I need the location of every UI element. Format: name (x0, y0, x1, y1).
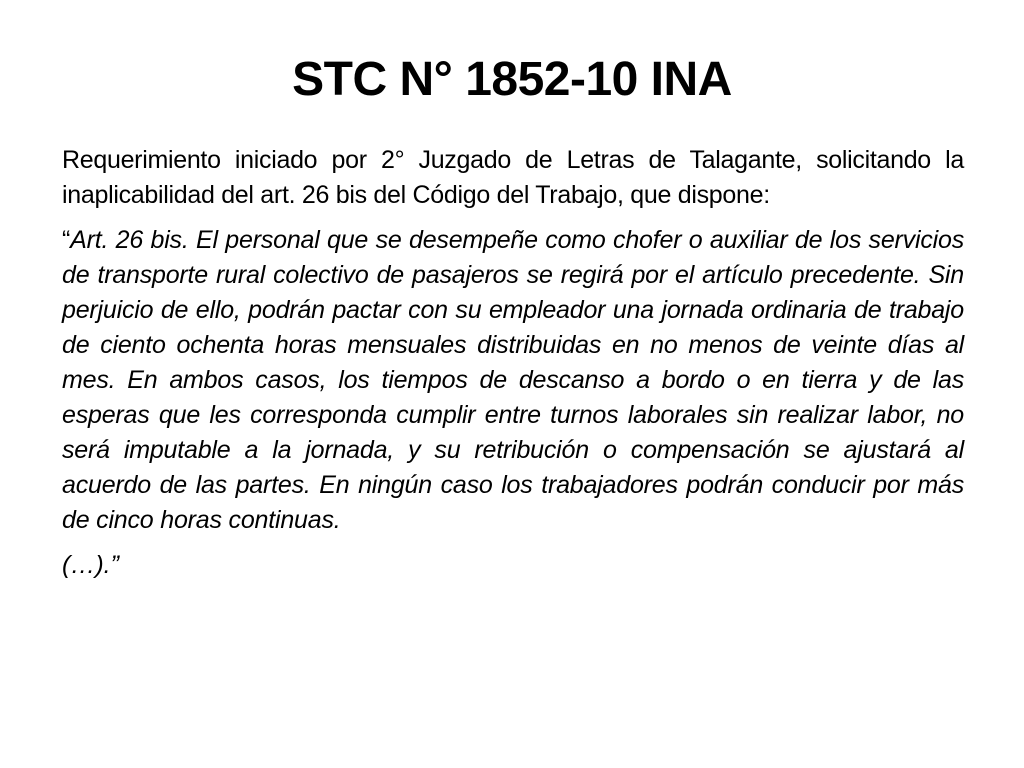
slide-title: STC N° 1852-10 INA (292, 53, 732, 106)
quoted-article-text: Art. 26 bis. El personal que se desempeñe como chofer o auxiliar de los servicios de transporte rural colectivo de pasajeros se regirá por el artículo precedente. Sin perjuicio de ello, podrán pactar con su empleador una jornada ordinaria de trabajo de ciento ochenta horas mensuales distribuidas en no menos de veinte días al mes. En ambos casos, los tiempos de descanso a bordo o en tierra y de las esperas que les corresponda cumplir entre turnos laborales sin realizar labor, no será imputable a la jornada, y su retribución o compensación se ajustará al acuerdo de las partes. En ningún caso los trabajadores podrán conducir por más de cinco horas continuas. (62, 226, 964, 534)
opening-quote-mark: “ (62, 226, 71, 254)
slide-body (62, 143, 964, 583)
quoted-article-paragraph (62, 223, 964, 538)
intro-paragraph: Requerimiento iniciado por 2° Juzgado de Letras de Talagante, solicitando la inaplicabilidad del art. 26 bis del Código del Trabajo, que dispone: (62, 146, 964, 209)
closing-ellipsis: (…).” (62, 551, 119, 579)
